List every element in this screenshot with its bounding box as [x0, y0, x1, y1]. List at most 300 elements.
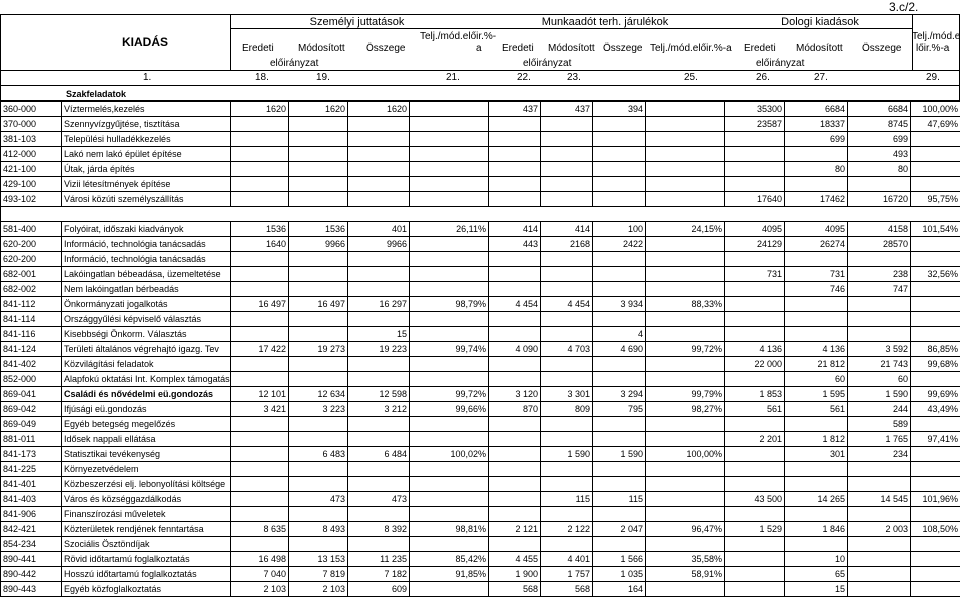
row-value — [646, 102, 725, 117]
row-value — [593, 372, 646, 387]
row-value — [410, 147, 489, 162]
row-value — [489, 192, 541, 207]
table-row — [1, 552, 960, 567]
row-value — [911, 162, 960, 177]
row-value — [593, 117, 646, 132]
row-value: 23587 — [725, 117, 785, 132]
table-row — [1, 297, 960, 312]
table-row — [1, 132, 960, 147]
row-value: 47,69% — [911, 117, 960, 132]
row-value — [348, 357, 410, 372]
row-value — [593, 132, 646, 147]
row-value: 699 — [785, 132, 848, 147]
row-value — [785, 297, 848, 312]
row-value — [541, 132, 593, 147]
row-value — [646, 417, 725, 432]
row-value: 18337 — [785, 117, 848, 132]
row-value: 98,79% — [410, 297, 489, 312]
row-code: 841-402 — [1, 357, 62, 372]
row-value: 16 497 — [231, 297, 289, 312]
table-row — [1, 162, 960, 177]
row-value — [410, 267, 489, 282]
row-value: 6 483 — [289, 447, 348, 462]
row-value — [231, 327, 289, 342]
row-value: 1 846 — [785, 522, 848, 537]
row-label: Információ, technológia tanácsadás — [62, 237, 231, 252]
row-value: 2 121 — [489, 522, 541, 537]
row-value — [785, 312, 848, 327]
row-value — [646, 582, 725, 597]
row-value — [289, 192, 348, 207]
row-value: 21 812 — [785, 357, 848, 372]
row-value — [541, 162, 593, 177]
row-value — [231, 447, 289, 462]
row-value — [231, 477, 289, 492]
row-value: 95,75% — [911, 192, 960, 207]
row-value: 1 590 — [541, 447, 593, 462]
row-value — [725, 507, 785, 522]
sub-modositott-2: Módosított — [548, 43, 595, 55]
row-value: 6 484 — [348, 447, 410, 462]
row-value — [725, 447, 785, 462]
row-value: 14 265 — [785, 492, 848, 507]
row-value — [489, 252, 541, 267]
row-value — [593, 507, 646, 522]
row-value: 4 136 — [725, 342, 785, 357]
row-value: 1 853 — [725, 387, 785, 402]
row-value — [231, 507, 289, 522]
row-value — [348, 132, 410, 147]
group-munkaado: Munkaadót terh. járulékok — [485, 16, 725, 28]
row-value — [725, 132, 785, 147]
row-value: 99,66% — [410, 402, 489, 417]
row-value — [541, 327, 593, 342]
row-label: Kisebbségi Önkorm. Választás — [62, 327, 231, 342]
row-code: 581-400 — [1, 222, 62, 237]
sub-telj-2: Telj./mód.előir.%-a — [650, 43, 732, 55]
row-value — [348, 507, 410, 522]
row-value — [289, 507, 348, 522]
row-value: 3 120 — [489, 387, 541, 402]
row-value — [489, 117, 541, 132]
row-value — [785, 462, 848, 477]
row-value — [725, 252, 785, 267]
row-value — [489, 417, 541, 432]
row-value — [785, 537, 848, 552]
row-value: 16720 — [848, 192, 911, 207]
row-label: Közbeszerzési elj. lebonyolítási költsége — [62, 477, 231, 492]
row-code — [1, 207, 62, 222]
row-value — [646, 177, 725, 192]
row-value — [593, 282, 646, 297]
row-value — [593, 207, 646, 222]
row-value — [231, 357, 289, 372]
sub-telj-1b: a — [476, 43, 482, 55]
row-value: 3 212 — [348, 402, 410, 417]
colnum-27: 27. — [814, 72, 828, 84]
row-value: 9966 — [289, 237, 348, 252]
row-value — [489, 132, 541, 147]
table-row — [1, 102, 960, 117]
row-value — [541, 507, 593, 522]
row-value — [289, 432, 348, 447]
row-value: 1 595 — [785, 387, 848, 402]
row-label: Környezetvédelem — [62, 462, 231, 477]
row-label: Lakó nem lakó épület építése — [62, 147, 231, 162]
row-value: 85,42% — [410, 552, 489, 567]
row-value: 28570 — [848, 237, 911, 252]
colnum-22: 22. — [517, 72, 531, 84]
row-value: 234 — [848, 447, 911, 462]
row-value — [231, 147, 289, 162]
table-row — [1, 447, 960, 462]
row-value — [348, 282, 410, 297]
row-label: Útak, járda építés — [62, 162, 231, 177]
row-value — [289, 282, 348, 297]
row-value — [541, 462, 593, 477]
row-value: 14 545 — [848, 492, 911, 507]
row-label: Statisztikai tevékenység — [62, 447, 231, 462]
row-value: 15 — [348, 327, 410, 342]
row-value: 100,00% — [911, 102, 960, 117]
row-value — [489, 507, 541, 522]
row-value — [289, 537, 348, 552]
sub-modositott-1: Módosított — [298, 43, 345, 55]
row-label: Országgyűlési képviselő választás — [62, 312, 231, 327]
row-value — [848, 537, 911, 552]
table-row — [1, 387, 960, 402]
row-value — [785, 477, 848, 492]
row-value — [593, 417, 646, 432]
row-value — [410, 117, 489, 132]
row-value — [848, 327, 911, 342]
row-value: 1536 — [231, 222, 289, 237]
row-value — [410, 327, 489, 342]
row-label: Egyéb betegség megelőzés — [62, 417, 231, 432]
row-value: 35300 — [725, 102, 785, 117]
row-value: 99,72% — [646, 342, 725, 357]
row-value: 21 743 — [848, 357, 911, 372]
row-value — [725, 582, 785, 597]
table-row — [1, 342, 960, 357]
row-value: 2 201 — [725, 432, 785, 447]
row-value — [593, 432, 646, 447]
row-value — [725, 462, 785, 477]
table-row — [1, 327, 960, 342]
row-value — [646, 357, 725, 372]
row-value: 13 153 — [289, 552, 348, 567]
row-value — [725, 177, 785, 192]
row-value: 238 — [848, 267, 911, 282]
row-value — [911, 252, 960, 267]
row-value — [410, 357, 489, 372]
row-value — [848, 582, 911, 597]
row-value — [911, 237, 960, 252]
row-code: 841-906 — [1, 507, 62, 522]
row-value: 97,41% — [911, 432, 960, 447]
row-value: 473 — [348, 492, 410, 507]
row-label: Város és községgazdálkodás — [62, 492, 231, 507]
row-value: 4 090 — [489, 342, 541, 357]
table-row — [1, 402, 960, 417]
row-value: 100 — [593, 222, 646, 237]
row-label — [62, 207, 231, 222]
row-value — [231, 177, 289, 192]
row-code: 841-225 — [1, 462, 62, 477]
row-value — [725, 417, 785, 432]
row-value — [289, 312, 348, 327]
table-row — [1, 537, 960, 552]
row-value — [848, 462, 911, 477]
row-value: 8 392 — [348, 522, 410, 537]
row-value — [289, 327, 348, 342]
row-value — [593, 462, 646, 477]
row-value: 2 103 — [289, 582, 348, 597]
row-value — [348, 177, 410, 192]
table-row — [1, 522, 960, 537]
row-code: 841-114 — [1, 312, 62, 327]
row-value — [410, 372, 489, 387]
row-value — [646, 462, 725, 477]
row-value — [541, 282, 593, 297]
row-value: 99,68% — [911, 357, 960, 372]
table-row — [1, 567, 960, 582]
row-value — [489, 462, 541, 477]
row-value — [646, 237, 725, 252]
row-value: 4 454 — [541, 297, 593, 312]
row-value — [231, 252, 289, 267]
row-value — [348, 147, 410, 162]
table-row — [1, 222, 960, 237]
table-row — [1, 252, 960, 267]
row-value: 3 294 — [593, 387, 646, 402]
row-value — [911, 327, 960, 342]
row-label: Finanszírozási műveletek — [62, 507, 231, 522]
row-value: 98,27% — [646, 402, 725, 417]
row-value — [911, 177, 960, 192]
row-value: 96,47% — [646, 522, 725, 537]
row-value: 568 — [489, 582, 541, 597]
colnum-26: 26. — [756, 72, 770, 84]
row-code: 890-442 — [1, 567, 62, 582]
row-value: 24,15% — [646, 222, 725, 237]
row-code: 869-041 — [1, 387, 62, 402]
row-value — [911, 552, 960, 567]
row-value — [410, 417, 489, 432]
row-value: 6684 — [848, 102, 911, 117]
row-value — [593, 357, 646, 372]
row-value — [593, 477, 646, 492]
row-value — [848, 552, 911, 567]
row-value: 4 455 — [489, 552, 541, 567]
row-value: 7 040 — [231, 567, 289, 582]
row-value: 60 — [848, 372, 911, 387]
row-value: 7 819 — [289, 567, 348, 582]
row-value — [911, 372, 960, 387]
row-value: 3 934 — [593, 297, 646, 312]
row-value — [911, 282, 960, 297]
row-value — [410, 207, 489, 222]
row-value — [785, 147, 848, 162]
row-value — [725, 297, 785, 312]
row-value: 2168 — [541, 237, 593, 252]
row-value — [489, 372, 541, 387]
row-value — [593, 192, 646, 207]
row-value — [646, 267, 725, 282]
row-value: 1 529 — [725, 522, 785, 537]
sub-eredeti-3: Eredeti — [744, 43, 776, 55]
row-value — [725, 312, 785, 327]
table-row — [1, 207, 960, 222]
table-row — [1, 177, 960, 192]
row-code: 881-011 — [1, 432, 62, 447]
row-value — [725, 372, 785, 387]
row-value: 1620 — [289, 102, 348, 117]
row-value: 795 — [593, 402, 646, 417]
row-value — [646, 372, 725, 387]
row-value — [231, 537, 289, 552]
row-value — [410, 537, 489, 552]
row-value: 35,58% — [646, 552, 725, 567]
row-label: Önkormányzati jogalkotás — [62, 297, 231, 312]
row-value: 561 — [785, 402, 848, 417]
row-value — [911, 507, 960, 522]
row-label: Alapfokú oktatási Int. Komplex támogatás — [62, 372, 231, 387]
row-value — [646, 192, 725, 207]
row-value: 473 — [289, 492, 348, 507]
row-value — [289, 267, 348, 282]
row-value — [911, 297, 960, 312]
row-value — [489, 147, 541, 162]
row-value — [348, 537, 410, 552]
row-value — [541, 267, 593, 282]
row-value — [646, 282, 725, 297]
row-value — [541, 312, 593, 327]
row-value: 1620 — [348, 102, 410, 117]
row-value — [410, 432, 489, 447]
row-value: 731 — [725, 267, 785, 282]
row-value — [911, 312, 960, 327]
row-code: 493-102 — [1, 192, 62, 207]
row-code: 890-441 — [1, 552, 62, 567]
row-value: 101,54% — [911, 222, 960, 237]
row-value: 16 297 — [348, 297, 410, 312]
row-value — [848, 252, 911, 267]
row-label: Egyéb közfoglalkoztatás — [62, 582, 231, 597]
row-value — [593, 177, 646, 192]
row-code: 841-173 — [1, 447, 62, 462]
row-code: 381-103 — [1, 132, 62, 147]
row-value: 16 497 — [289, 297, 348, 312]
row-label: Települési hulladékkezelés — [62, 132, 231, 147]
row-value: 4 703 — [541, 342, 593, 357]
row-value: 80 — [785, 162, 848, 177]
row-value — [489, 207, 541, 222]
data-table — [0, 101, 960, 597]
row-value: 4 136 — [785, 342, 848, 357]
row-value — [541, 372, 593, 387]
row-value: 80 — [848, 162, 911, 177]
row-code: 620-200 — [1, 237, 62, 252]
row-code: 852-000 — [1, 372, 62, 387]
row-value: 98,81% — [410, 522, 489, 537]
sub-osszege-3: Összege — [862, 43, 901, 55]
row-value: 4 690 — [593, 342, 646, 357]
row-value: 7 182 — [348, 567, 410, 582]
group-dologi: Dologi kiadások — [730, 16, 910, 28]
row-value — [848, 177, 911, 192]
row-value: 2 047 — [593, 522, 646, 537]
row-value — [289, 357, 348, 372]
row-value: 1640 — [231, 237, 289, 252]
table-row — [1, 432, 960, 447]
row-value: 244 — [848, 402, 911, 417]
row-code: 890-443 — [1, 582, 62, 597]
row-value — [348, 372, 410, 387]
row-value: 115 — [593, 492, 646, 507]
row-value: 2 122 — [541, 522, 593, 537]
row-value — [489, 267, 541, 282]
row-value — [646, 162, 725, 177]
row-label: Vizii létesítmények építése — [62, 177, 231, 192]
row-value — [911, 417, 960, 432]
eloiranyzat-3: előirányzat — [756, 58, 804, 70]
row-value: 443 — [489, 237, 541, 252]
row-value: 1 566 — [593, 552, 646, 567]
sub-telj-3: Telj./mód.e — [912, 31, 960, 43]
table-row — [1, 312, 960, 327]
row-label: Családi és nővédelmi eü.gondozás — [62, 387, 231, 402]
row-value: 401 — [348, 222, 410, 237]
row-label: Szociális Ösztöndíjak — [62, 537, 231, 552]
row-value — [489, 312, 541, 327]
row-value — [593, 537, 646, 552]
colnum-1: 1. — [143, 72, 151, 84]
row-value — [541, 477, 593, 492]
row-value: 3 592 — [848, 342, 911, 357]
row-value: 4 401 — [541, 552, 593, 567]
row-value: 17 422 — [231, 342, 289, 357]
row-label: Városi közúti személyszállítás — [62, 192, 231, 207]
row-value: 19 223 — [348, 342, 410, 357]
row-value — [410, 477, 489, 492]
row-code: 841-116 — [1, 327, 62, 342]
row-value: 3 223 — [289, 402, 348, 417]
row-value — [231, 462, 289, 477]
row-value: 609 — [348, 582, 410, 597]
row-value — [848, 207, 911, 222]
row-code: 412-000 — [1, 147, 62, 162]
row-value: 17462 — [785, 192, 848, 207]
row-value — [348, 312, 410, 327]
row-value — [289, 462, 348, 477]
row-value: 394 — [593, 102, 646, 117]
row-value: 1 590 — [848, 387, 911, 402]
row-value: 8745 — [848, 117, 911, 132]
row-value: 301 — [785, 447, 848, 462]
row-value — [593, 312, 646, 327]
row-value: 60 — [785, 372, 848, 387]
row-value — [289, 207, 348, 222]
eloiranyzat-1: előirányzat — [270, 58, 318, 70]
row-value — [489, 162, 541, 177]
row-value — [489, 477, 541, 492]
row-value — [289, 372, 348, 387]
row-value — [289, 162, 348, 177]
row-value — [541, 357, 593, 372]
row-label: Közvilágítási feladatok — [62, 357, 231, 372]
row-value: 6684 — [785, 102, 848, 117]
